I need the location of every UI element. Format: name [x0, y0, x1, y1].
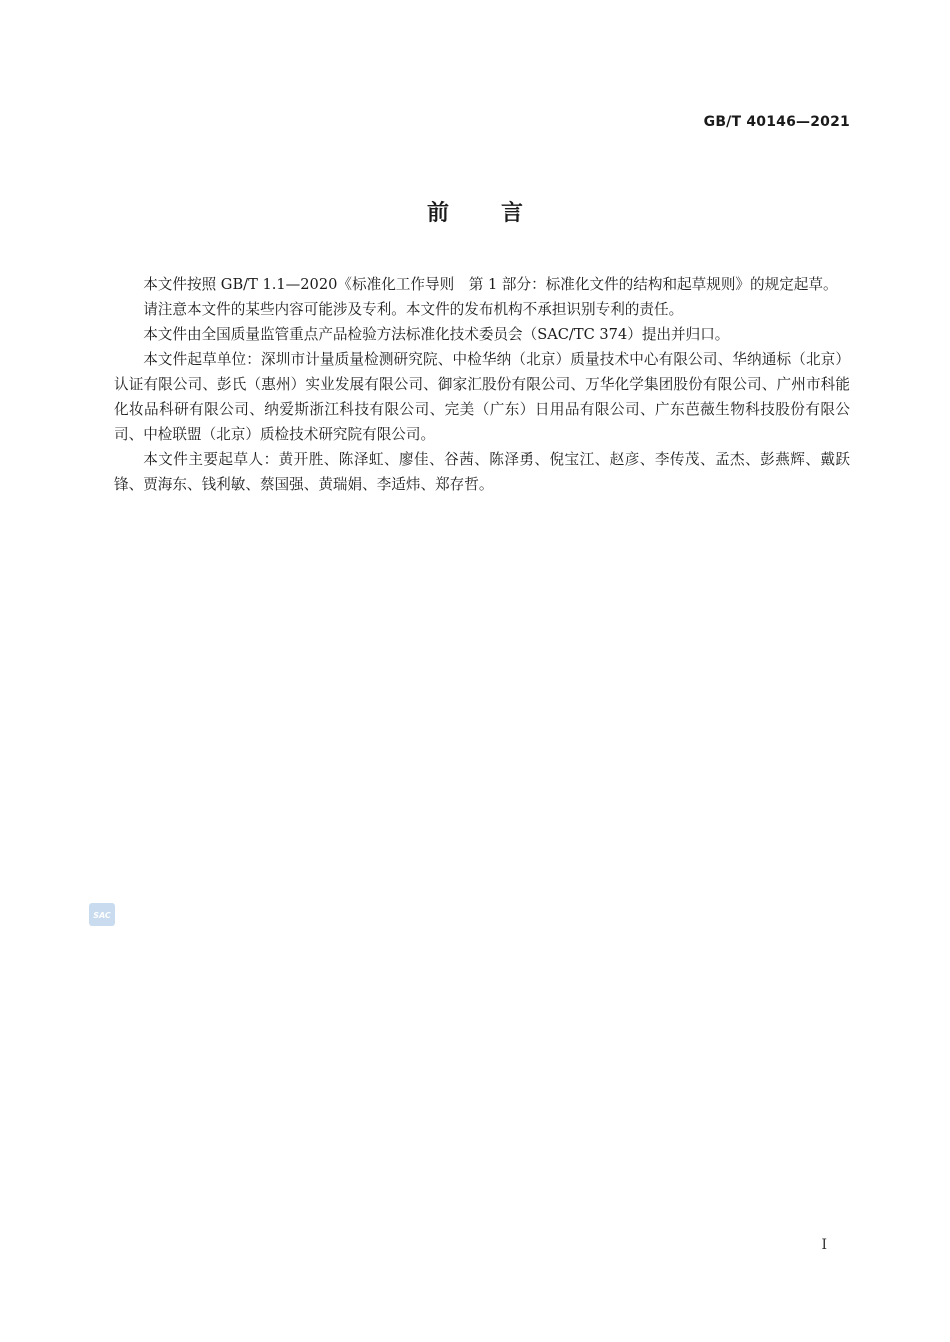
page-title: 前言: [426, 201, 575, 226]
standard-number: GB/T 40146—2021: [703, 114, 850, 130]
page-number: I: [821, 1237, 827, 1253]
sac-logo-icon: [89, 903, 115, 926]
paragraph-patent-notice: 请注意本文件的某些内容可能涉及专利。本文件的发布机构不承担识别专利的责任。: [143, 301, 684, 318]
sac-logo-text: SAC: [93, 911, 111, 920]
paragraph-committee: 本文件由全国质量监管重点产品检验方法标准化技术委员会（SAC/TC 374）提出并归口。: [143, 326, 730, 343]
paragraph-drafting-units: 本文件起草单位：深圳市计量质量检测研究院、中检华纳（北京）质量技术中心有限公司、华纳通标（北京）认证有限公司、彭氏（惠州）实业发展有限公司、御家汇股份有限公司、万华化学集团股份有限公司、广州市科能化妆品科研有限公司、纳爱斯浙江科技有限公司、完美（广东）日用品有限公司、广东芭薇生物科技股份有限公司、中检联盟（北京）质检技术研究院有限公司。: [114, 351, 850, 443]
document-body: [114, 272, 850, 497]
paragraph-drafters: 本文件主要起草人：黄开胜、陈泽虹、廖佳、谷茜、陈泽勇、倪宝江、赵彦、李传茂、孟杰、彭燕辉、戴跃锋、贾海东、钱利敏、蔡国强、黄瑞娟、李适炜、郑存哲。: [114, 451, 850, 493]
paragraph-drafting-rules: 本文件按照 GB/T 1.1—2020《标准化工作导则 第 1 部分：标准化文件的结构和起草规则》的规定起草。: [143, 276, 838, 293]
